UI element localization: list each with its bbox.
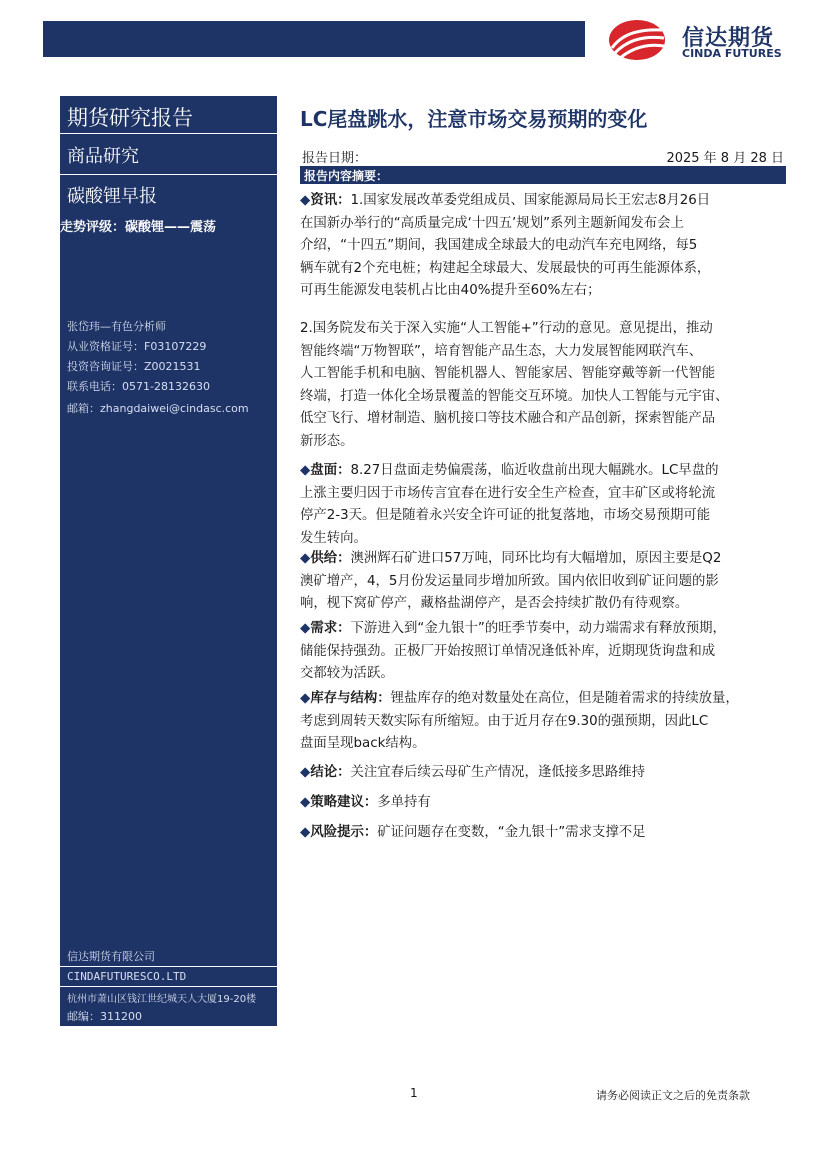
section-text: 矿证问题存在变数，“金九银十”需求支撑不足	[377, 825, 646, 840]
section-text: 下游进入到“金九银十”的旺季节奏中，动力端需求有释放预期，	[350, 621, 726, 636]
summary-section	[300, 318, 786, 454]
page-title: LC尾盘跳水，注意市场交易预期的变化	[300, 107, 648, 131]
section-text: 在国新办举行的“高质量完成‘十四五’规划”系列主题新闻发布会上	[300, 215, 684, 231]
section-key: 风险提示：	[310, 825, 378, 840]
section-line	[300, 528, 786, 551]
address: 杭州市萧山区钱江世纪城天人大厦19-20楼	[67, 994, 257, 1005]
company-en: CINDAFUTURESCO.LTD	[67, 970, 187, 983]
header-bar	[43, 21, 585, 57]
summary-section	[300, 618, 786, 686]
logo-text-cn: 信达期货	[682, 26, 775, 51]
summary-section	[300, 190, 786, 303]
email: 邮箱：zhangdaiwei@cindasc.com	[67, 402, 249, 415]
section-line	[300, 235, 786, 258]
section-text: 多单持有	[377, 795, 431, 810]
consulting-number: 投资咨询证号：Z0021531	[67, 360, 201, 373]
section-line	[300, 641, 786, 664]
section-line	[300, 408, 786, 431]
section-line	[300, 711, 786, 734]
section-line	[300, 762, 786, 785]
section-line	[300, 663, 786, 686]
summary-section	[300, 792, 786, 815]
section-text: 关注宜春后续云母矿生产情况，逢低接多思路维持	[350, 765, 646, 780]
section-key: 供给：	[310, 551, 351, 566]
section-text: 发生转向。	[300, 530, 367, 546]
divider	[60, 174, 277, 175]
section-text: 介绍，“十四五”期间，我国建成全球最大的电动汽车充电网络，每5	[300, 238, 698, 254]
divider	[60, 966, 277, 967]
diamond-bullet-icon: ◆	[300, 765, 311, 780]
cinda-logo-icon	[606, 18, 668, 62]
page-number: 1	[410, 1086, 418, 1100]
section-line	[300, 688, 786, 711]
divider	[60, 986, 277, 987]
section-line	[300, 431, 786, 454]
date-label: 报告日期：	[302, 151, 368, 166]
section-line	[300, 460, 786, 483]
section-text: 响，枧下窝矿停产，藏格盐湖停产，是否会持续扩散仍有待观察。	[300, 596, 689, 612]
section-line	[300, 822, 786, 845]
section-text: 辆车就有2个充电桩；构建起全球最大、发展最快的可再生能源体系，	[300, 260, 711, 276]
section-line	[300, 593, 786, 616]
section-line	[300, 618, 786, 641]
section-line	[300, 341, 786, 364]
section-line	[300, 258, 786, 281]
diamond-bullet-icon: ◆	[300, 193, 311, 208]
section-line	[300, 318, 786, 341]
section-text: 上涨主要归因于市场传言宜春在进行安全生产检查，宜丰矿区或将轮流	[300, 485, 716, 501]
section-text: 澳矿增产，4，5月份发运量同步增加所致。国内依旧收到矿证问题的影	[300, 573, 719, 589]
section-text: 人工智能手机和电脑、智能机器人、智能家居、智能穿戴等新一代智能	[300, 366, 716, 382]
section-key: 资讯：	[310, 193, 351, 208]
sidebar	[60, 96, 277, 1026]
diamond-bullet-icon: ◆	[300, 463, 311, 478]
report-name: 碳酸锂早报	[67, 186, 157, 207]
section-text: 8.27日盘面走势偏震荡，临近收盘前出现大幅跳水。LC早盘的	[350, 463, 719, 478]
summary-section	[300, 822, 786, 845]
qualification-number: 从业资格证号：F03107229	[67, 340, 207, 353]
section-text: 可再生能源发电装机占比由40%提升至60%左右；	[300, 283, 601, 299]
section-text: 2.国务院发布关于深入实施“人工智能+”行动的意见。意见提出，推动	[300, 321, 713, 336]
summary-section	[300, 460, 786, 550]
section-key: 结论：	[310, 765, 351, 780]
report-date-row	[300, 147, 786, 165]
section-text: 澳洲辉石矿进口57万吨，同环比均有大幅增加，原因主要是Q2	[350, 551, 722, 566]
section-text: 盘面呈现back结构。	[300, 736, 426, 752]
section-text: 新形态。	[300, 433, 354, 449]
report-category: 商品研究	[67, 146, 139, 167]
phone: 联系电话：0571-28132630	[67, 380, 210, 393]
section-key: 盘面：	[310, 463, 351, 478]
summary-section	[300, 688, 786, 756]
date-value: 2025 年 8 月 28 日	[666, 151, 784, 166]
section-line	[300, 548, 786, 571]
section-text: 低空飞行、增材制造、脑机接口等技术融合和产品创新，探索智能产品	[300, 411, 716, 427]
section-line	[300, 386, 786, 409]
report-type: 期货研究报告	[67, 106, 193, 130]
cinda-futures-logo	[606, 18, 796, 62]
section-text: 1.国家发展改革委党组成员、国家能源局局长王宏志8月26日	[350, 193, 711, 208]
section-line	[300, 190, 786, 213]
section-text: 终端，打造一体化全场景覆盖的智能交互环境。加快人工智能与元宇宙、	[300, 388, 729, 404]
summary-section	[300, 762, 786, 785]
section-line	[300, 792, 786, 815]
section-line	[300, 571, 786, 594]
analyst-name: 张岱玮—有色分析师	[67, 320, 166, 333]
section-text: 交都较为活跃。	[300, 666, 394, 682]
diamond-bullet-icon: ◆	[300, 795, 311, 810]
company-cn: 信达期货有限公司	[67, 950, 155, 963]
section-key: 策略建议：	[310, 795, 378, 810]
section-line	[300, 505, 786, 528]
divider	[60, 133, 277, 134]
summary-header	[300, 166, 786, 184]
diamond-bullet-icon: ◆	[300, 621, 311, 636]
section-line	[300, 280, 786, 303]
diamond-bullet-icon: ◆	[300, 825, 311, 840]
section-text: 锂盐库存的绝对数量处在高位，但是随着需求的持续放量，	[390, 691, 739, 706]
logo-text-en: CINDA FUTURES	[682, 47, 782, 60]
summary-label: 报告内容摘要：	[304, 169, 389, 183]
section-line	[300, 213, 786, 236]
section-text: 储能保持强劲。正极厂开始按照订单情况逢低补库，近期现货询盘和成	[300, 643, 716, 659]
section-text: 停产2-3天。但是随着永兴安全许可证的批复落地，市场交易预期可能	[300, 508, 711, 524]
summary-section	[300, 548, 786, 616]
disclaimer-note: 请务必阅读正文之后的免责条款	[596, 1089, 750, 1102]
trend-rating: 走势评级：碳酸锂——震荡	[60, 220, 217, 235]
diamond-bullet-icon: ◆	[300, 691, 311, 706]
postcode: 邮编：311200	[67, 1010, 142, 1023]
section-key: 库存与结构：	[310, 691, 391, 706]
section-text: 智能终端“万物智联”，培育智能产品生态，大力发展智能网联汽车、	[300, 343, 703, 359]
diamond-bullet-icon: ◆	[300, 551, 311, 566]
section-line	[300, 733, 786, 756]
section-key: 需求：	[310, 621, 351, 636]
section-text: 考虑到周转天数实际有所缩短。由于近月存在9.30的强预期，因此LC	[300, 713, 709, 729]
section-line	[300, 483, 786, 506]
section-line	[300, 363, 786, 386]
